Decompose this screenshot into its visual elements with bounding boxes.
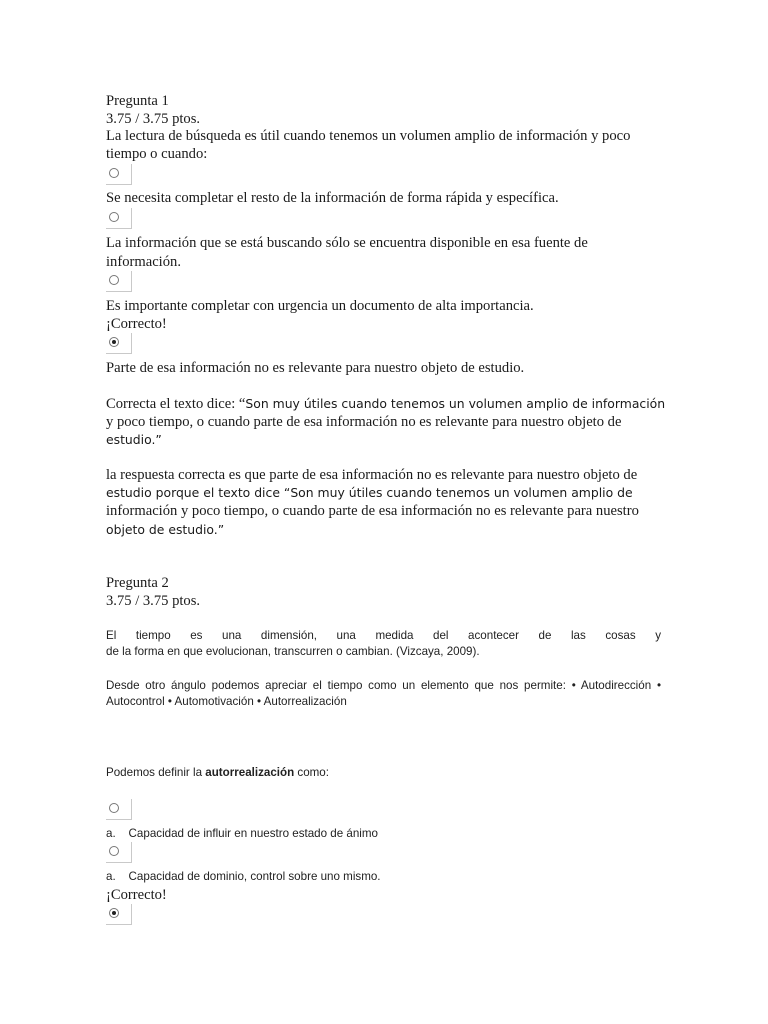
q2-option-2-radio[interactable] — [106, 842, 132, 863]
q2-paragraph-2-line2: Autocontrol • Automotivación • Autorrealización — [106, 695, 347, 708]
q1-feedback-2-line2-quote: Son muy útiles cuando tenemos un volumen amplio de — [290, 485, 633, 500]
q1-option-2-label-line2: información. — [106, 254, 181, 270]
question-2-score: 3.75 / 3.75 ptos. — [106, 593, 201, 609]
q1-correct-label: ¡Correcto! — [106, 316, 167, 332]
q1-feedback-2-line4: objeto de estudio.” — [106, 522, 225, 537]
q1-option-3-radio[interactable] — [106, 271, 132, 292]
question-1-text-line2: tiempo o cuando: — [106, 146, 208, 162]
q1-option-1-label: Se necesita completar el resto de la información de forma rápida y específica. — [106, 190, 559, 206]
q2-option-2-label: a. Capacidad de dominio, control sobre uno mismo. — [106, 870, 381, 883]
q1-feedback-1-prefix: Correcta el texto dice: “ — [106, 396, 246, 412]
q1-feedback-2-line1: la respuesta correcta es que parte de esa información no es relevante para nuestro objeto de — [106, 467, 638, 483]
q2-paragraph-2-line1: Desde otro ángulo podemos apreciar el tiempo como un elemento que nos permite: • Autodirección • — [106, 679, 661, 692]
q2-prompt-prefix: Podemos definir la — [106, 766, 206, 779]
q1-option-2-radio[interactable] — [106, 208, 132, 229]
question-2-title: Pregunta 2 — [106, 575, 169, 591]
q2-paragraph-1-line2: de la forma en que evolucionan, transcurren o cambian. (Vizcaya, 2009). — [106, 645, 480, 658]
q1-feedback-2-line2-start: estudio porque el texto dice “ — [106, 485, 291, 500]
q1-option-2-label-line1: La información que se está buscando sólo se encuentra disponible en esa fuente de — [106, 235, 588, 251]
q2-prompt-suffix: como: — [294, 766, 329, 779]
q1-feedback-1-quote: Son muy útiles cuando tenemos un volumen amplio de información — [245, 396, 666, 411]
radio-unchecked-icon — [109, 168, 119, 178]
question-1-title: Pregunta 1 — [106, 93, 169, 109]
radio-checked-icon — [109, 908, 119, 918]
q1-option-4-label: Parte de esa información no es relevante para nuestro objeto de estudio. — [106, 360, 525, 376]
q2-paragraph-1-line1: El tiempo es una dimensión, una medida del acontecer de las cosas y — [106, 629, 661, 642]
q1-feedback-1-line3: estudio.” — [106, 432, 162, 447]
question-1-text-line1: La lectura de búsqueda es útil cuando tenemos un volumen amplio de información y poco — [106, 128, 631, 144]
radio-unchecked-icon — [109, 275, 119, 285]
q1-option-3-label: Es importante completar con urgencia un documento de alta importancia. — [106, 298, 534, 314]
radio-unchecked-icon — [109, 212, 119, 222]
radio-checked-icon — [109, 337, 119, 347]
q2-option-1-label: a. Capacidad de influir en nuestro estado de ánimo — [106, 827, 378, 840]
q2-prompt — [106, 765, 329, 781]
q2-prompt-term: autorrealización — [205, 766, 295, 779]
q2-correct-label: ¡Correcto! — [106, 887, 167, 903]
question-1-score: 3.75 / 3.75 ptos. — [106, 111, 201, 127]
radio-unchecked-icon — [109, 846, 119, 856]
q1-option-4-radio[interactable] — [106, 333, 132, 354]
q1-feedback-1-line2: y poco tiempo, o cuando parte de esa información no es relevante para nuestro objeto de — [106, 414, 622, 430]
q1-feedback-2-line3: información y poco tiempo, o cuando parte de esa información no es relevante para nuestro — [106, 503, 639, 519]
q2-option-1-radio[interactable] — [106, 799, 132, 820]
q2-option-3-radio[interactable] — [106, 904, 132, 925]
q1-feedback-2-line2 — [106, 484, 633, 502]
q1-feedback-1-line1 — [106, 395, 665, 413]
q1-option-1-radio[interactable] — [106, 164, 132, 185]
radio-unchecked-icon — [109, 803, 119, 813]
